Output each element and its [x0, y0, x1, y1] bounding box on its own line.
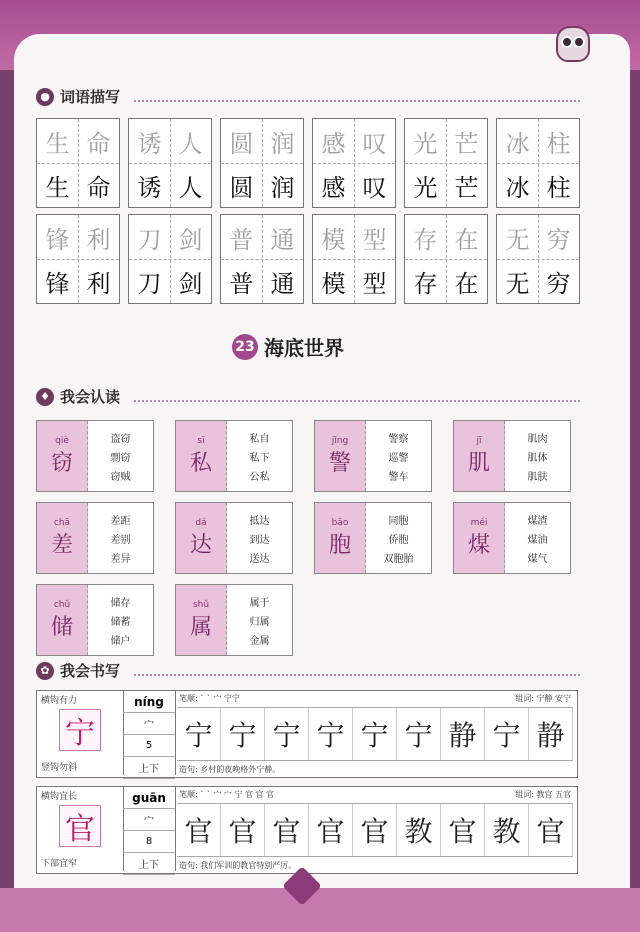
radical: 宀	[123, 809, 175, 831]
tracing-grid	[36, 118, 580, 304]
word: 储蓄	[110, 616, 131, 628]
word-list	[227, 585, 292, 655]
word: 抵达	[249, 515, 270, 527]
section-title: 我会认读	[60, 388, 121, 406]
word-cell[interactable]	[404, 118, 488, 208]
practice-char[interactable]: 官	[441, 804, 485, 856]
practice-char[interactable]: 宁	[397, 708, 441, 760]
practice-track[interactable]	[177, 707, 573, 761]
word-cell[interactable]	[220, 118, 304, 208]
character: 差	[50, 532, 73, 558]
reading-card	[314, 420, 432, 492]
printed-char: 刀	[137, 225, 162, 254]
printed-char: 生	[45, 129, 70, 158]
traced-char: 剑	[178, 269, 203, 298]
word: 煤渣	[527, 515, 548, 527]
word-cell[interactable]	[496, 214, 580, 304]
reading-card	[175, 584, 293, 656]
printed-char: 普	[229, 225, 254, 254]
pinyin: jǐng	[331, 435, 349, 446]
pinyin: guān	[123, 787, 175, 809]
traced-char: 刀	[137, 269, 162, 298]
practice-char[interactable]: 官	[221, 804, 265, 856]
info-box	[123, 691, 176, 775]
pinyin: sī	[197, 435, 205, 446]
beetle-icon: ●	[36, 88, 54, 106]
practice-track[interactable]	[177, 803, 573, 857]
word-list	[227, 421, 292, 491]
char-panel	[315, 421, 366, 491]
lesson-title	[232, 332, 344, 361]
lesson-number: 23	[232, 334, 258, 360]
traced-char: 无	[505, 269, 530, 298]
word: 煤气	[527, 553, 548, 565]
lesson-name: 海底世界	[264, 336, 344, 360]
traced-char: 光	[413, 173, 438, 202]
traced-char: 生	[45, 173, 70, 202]
word: 私自	[249, 433, 270, 445]
practice-char[interactable]: 官	[265, 804, 309, 856]
radical: 宀	[123, 713, 175, 735]
printed-char: 圆	[229, 129, 254, 158]
practice-char[interactable]: 官	[353, 804, 397, 856]
practice-char[interactable]: 宁	[309, 708, 353, 760]
word: 到达	[249, 534, 270, 546]
word: 私下	[249, 452, 270, 464]
char-panel	[37, 585, 88, 655]
traced-char: 锋	[45, 269, 70, 298]
traced-char: 利	[86, 269, 111, 298]
char-panel	[454, 421, 505, 491]
practice-char[interactable]: 宁	[353, 708, 397, 760]
printed-char: 光	[413, 129, 438, 158]
section-heading-writing	[36, 660, 120, 681]
printed-char: 存	[413, 225, 438, 254]
word: 剽窃	[110, 452, 131, 464]
word: 同胞	[388, 515, 409, 527]
character: 肌	[467, 450, 490, 476]
divider	[134, 92, 580, 102]
word-cell[interactable]	[128, 214, 212, 304]
word: 警察	[388, 433, 409, 445]
word: 窃贼	[110, 471, 131, 483]
traced-char: 冰	[505, 173, 530, 202]
pinyin: chā	[53, 517, 71, 528]
divider	[134, 392, 580, 402]
word-examples: 组词: 宁静 安宁	[515, 694, 571, 703]
reading-card	[453, 502, 571, 574]
traced-char: 芒	[454, 173, 479, 202]
char-panel	[315, 503, 366, 573]
printed-char: 无	[505, 225, 530, 254]
word: 侨胞	[388, 534, 409, 546]
word-list	[227, 503, 292, 573]
printed-char: 剑	[178, 225, 203, 254]
bird-icon: ♦	[36, 388, 54, 406]
example-sentence: 造句: 乡村的夜晚格外宁静。	[179, 765, 281, 774]
char-panel	[176, 585, 227, 655]
printed-char: 型	[362, 225, 387, 254]
word-cell[interactable]	[220, 214, 304, 304]
printed-char: 利	[86, 225, 111, 254]
printed-char: 人	[178, 129, 203, 158]
word-list	[366, 503, 431, 573]
flower-icon: ✿	[36, 662, 54, 680]
printed-char: 穷	[546, 225, 571, 254]
character: 属	[189, 614, 212, 640]
practice-char[interactable]: 官	[309, 804, 353, 856]
printed-char: 芒	[454, 129, 479, 158]
traced-char: 模	[321, 269, 346, 298]
pinyin: bāo	[331, 517, 349, 528]
word-cell[interactable]	[312, 214, 396, 304]
word: 双胞胎	[383, 553, 414, 565]
practice-char[interactable]: 官	[529, 804, 573, 856]
pinyin: chǔ	[53, 599, 71, 610]
word: 归属	[249, 616, 270, 628]
word: 差别	[110, 534, 131, 546]
traced-char: 人	[178, 173, 203, 202]
tip-top: 横钩宜长	[41, 792, 78, 802]
char-panel	[176, 421, 227, 491]
traced-char: 感	[321, 173, 346, 202]
tip-bottom: 下部宜窄	[41, 859, 78, 869]
word: 储存	[110, 597, 131, 609]
practice-char[interactable]: 静	[441, 708, 485, 760]
character: 私	[189, 450, 212, 476]
traced-char: 润	[270, 173, 295, 202]
word: 盗窃	[110, 433, 131, 445]
word-list	[88, 585, 153, 655]
word: 金属	[249, 635, 270, 647]
pinyin: qiè	[55, 435, 69, 446]
traced-char: 命	[86, 173, 111, 202]
word-examples: 组词: 教官 五官	[515, 790, 571, 799]
reading-card	[175, 420, 293, 492]
pinyin: níng	[123, 691, 175, 713]
character: 窃	[50, 450, 73, 476]
traced-char: 型	[362, 269, 387, 298]
practice-char[interactable]: 宁	[485, 708, 529, 760]
traced-char: 通	[270, 269, 295, 298]
reading-cards	[36, 420, 576, 656]
pinyin: shǔ	[192, 599, 210, 610]
traced-char: 穷	[546, 269, 571, 298]
writing-row	[36, 786, 578, 874]
example-sentence: 造句: 我们军训的教官特别严厉。	[179, 861, 297, 870]
printed-char: 模	[321, 225, 346, 254]
stroke-order: 笔顺: ˋ ˋ 宀 宀 宁 官 官 官	[179, 790, 275, 799]
stroke-count: 5	[123, 735, 175, 757]
practice-char[interactable]: 宁	[221, 708, 265, 760]
structure: 上下	[123, 757, 175, 779]
word-list	[505, 421, 570, 491]
reading-card	[175, 502, 293, 574]
word-cell[interactable]	[36, 214, 120, 304]
word: 煤油	[527, 534, 548, 546]
word-list	[88, 503, 153, 573]
footer-band	[0, 888, 640, 932]
section-heading-reading	[36, 386, 120, 407]
section-heading-tracing	[36, 86, 120, 107]
stroke-order: 笔顺: ˋ ˋ 宀 宁宁	[179, 694, 240, 703]
traced-char: 诱	[137, 173, 162, 202]
character: 警	[328, 450, 351, 476]
printed-char: 在	[454, 225, 479, 254]
section-title: 我会书写	[60, 662, 121, 680]
tip-bottom: 竖钩勿斜	[41, 763, 78, 773]
traced-char: 存	[413, 269, 438, 298]
traced-char: 普	[229, 269, 254, 298]
word-cell[interactable]	[404, 214, 488, 304]
pinyin: jī	[476, 435, 482, 446]
word-list	[88, 421, 153, 491]
tip-top: 横钩有力	[41, 696, 78, 706]
traced-char: 在	[454, 269, 479, 298]
reading-card	[36, 502, 154, 574]
printed-char: 润	[270, 129, 295, 158]
printed-char: 诱	[137, 129, 162, 158]
info-box	[123, 787, 176, 871]
reading-card	[314, 502, 432, 574]
practice-char[interactable]: 教	[397, 804, 441, 856]
writing-row	[36, 690, 578, 778]
character: 储	[50, 614, 73, 640]
word: 肌肉	[527, 433, 548, 445]
divider	[134, 666, 580, 676]
model-char: 官	[59, 805, 101, 847]
model-char: 宁	[59, 709, 101, 751]
word: 公私	[249, 471, 270, 483]
word-cell[interactable]	[128, 118, 212, 208]
word-list	[505, 503, 570, 573]
printed-char: 通	[270, 225, 295, 254]
printed-char: 命	[86, 129, 111, 158]
char-panel	[37, 421, 88, 491]
word: 肌体	[527, 452, 548, 464]
word-cell[interactable]	[496, 118, 580, 208]
printed-char: 柱	[546, 129, 571, 158]
word-list	[366, 421, 431, 491]
word-cell[interactable]	[312, 118, 396, 208]
printed-char: 感	[321, 129, 346, 158]
word: 警车	[388, 471, 409, 483]
character: 煤	[467, 532, 490, 558]
character: 胞	[328, 532, 351, 558]
pinyin: dá	[195, 517, 207, 528]
word: 属于	[249, 597, 270, 609]
practice-char[interactable]: 宁	[177, 708, 221, 760]
word: 送达	[249, 553, 270, 565]
reading-card	[453, 420, 571, 492]
pinyin: méi	[470, 517, 488, 528]
char-panel	[37, 503, 88, 573]
section-title: 词语描写	[60, 88, 121, 106]
char-panel	[176, 503, 227, 573]
traced-char: 圆	[229, 173, 254, 202]
reading-card	[36, 584, 154, 656]
printed-char: 叹	[362, 129, 387, 158]
char-panel	[454, 503, 505, 573]
character: 达	[189, 532, 212, 558]
structure: 上下	[123, 853, 175, 875]
word-cell[interactable]	[36, 118, 120, 208]
char-box	[37, 787, 124, 871]
owl-icon	[556, 26, 590, 62]
printed-char: 锋	[45, 225, 70, 254]
traced-char: 叹	[362, 173, 387, 202]
reading-card	[36, 420, 154, 492]
printed-char: 冰	[505, 129, 530, 158]
word: 巡警	[388, 452, 409, 464]
practice-char[interactable]: 教	[485, 804, 529, 856]
word: 肌肤	[527, 471, 548, 483]
char-box	[37, 691, 124, 775]
stroke-count: 8	[123, 831, 175, 853]
word: 差异	[110, 553, 131, 565]
word: 储户	[110, 635, 131, 647]
traced-char: 柱	[546, 173, 571, 202]
word: 差距	[110, 515, 131, 527]
practice-char[interactable]: 静	[529, 708, 573, 760]
practice-char[interactable]: 官	[177, 804, 221, 856]
practice-char[interactable]: 宁	[265, 708, 309, 760]
